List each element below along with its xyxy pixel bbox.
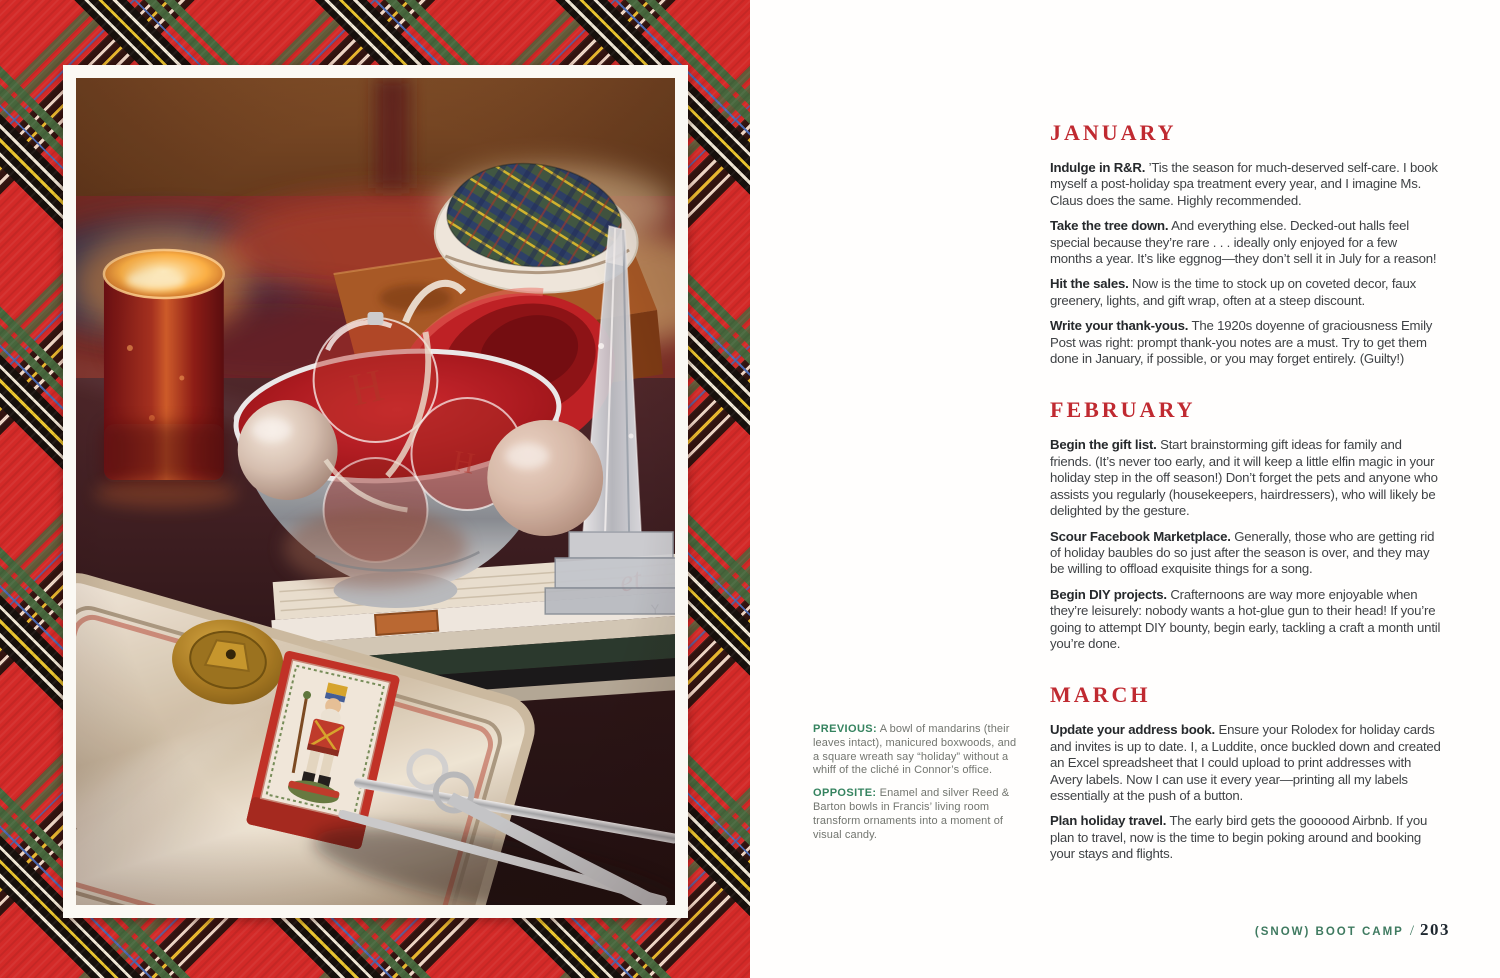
page-number: 203 [1420,920,1450,939]
todo-entry [1050,722,1442,804]
caption-previous [813,723,1017,778]
entry-text: The early bird gets the goooood Airbnb. If you plan to travel, now is the time to begin poking around and booking your stays and flights. [1050,813,1428,862]
caption-previous-label: PREVIOUS: [813,723,878,735]
caption-opposite [813,787,1017,842]
month-heading-january: JANUARY [1050,120,1177,145]
entry-lead: Scour Facebook Marketplace. [1050,528,1231,544]
entry-lead: Indulge in R&R. [1050,160,1146,175]
entry-lead: Plan holiday travel. [1050,813,1167,829]
caption-opposite-label: OPPOSITE: [813,787,877,800]
footer-separator: / [1409,923,1414,939]
photo-frame [63,65,688,918]
monthly-checklist [1050,120,1442,872]
entry-text: Crafternoons are way more enjoyable when they’re leisurely: nobody wants a hot-glue gun to their head! If you’re going to attempt DIY bounty, begin early, tackling a craft a month until you’re done. [1050,586,1441,651]
month-heading-february: FEBRUARY [1050,397,1196,423]
entry-text: Ensure your Rolodex for holiday cards and invites is up to date. I, a Luddite, once buckled down and created an Excel spreadsheet that I could upload to print addresses with Avery labels. Now I can use it every year—printing all my labels essentially at the push of a button. [1050,722,1441,803]
todo-entry [1050,318,1442,367]
entry-lead: Hit the sales. [1050,276,1129,292]
text-page [750,0,1500,978]
entry-text: ’Tis the season for much-deserved self-care. I book myself a post-holiday spa treatment every year, and I imagine Ms. Claus does the same. Highly recommended. [1050,160,1438,208]
entry-text: Generally, those who are getting rid of holiday baubles do so just after the season is over, and they may be willing to offload exquisite things for a song. [1050,528,1435,577]
caption-opposite-text: Enamel and silver Reed & Barton bowls in Francis’ living room transform ornaments into a moment of visual candy. [813,787,1010,841]
todo-entry [1050,813,1442,862]
photo-captions [813,723,1017,851]
chapter-title: (SNOW) BOOT CAMP [1254,926,1404,938]
caption-previous-text: A bowl of mandarins (their leaves intact), manicured boxwoods, and a square wreath say “holiday” without a whiff of the cliché in Connor’s office. [813,723,1017,777]
entry-text: And everything else. Decked-out halls feel special because they’re rare . . . ideally only enjoyed for a few months a year. It’s like eggnog—they don’t sell it in July for a reason! [1050,218,1437,267]
holiday-still-life-photo [76,78,675,905]
entry-lead: Update your address book. [1050,722,1216,738]
todo-entry [1050,437,1442,519]
entry-lead: Write your thank-yous. [1050,318,1189,334]
todo-entry [1050,218,1442,267]
entry-lead: Begin the gift list. [1050,437,1157,453]
todo-entry [1050,587,1442,653]
todo-entry [1050,160,1442,209]
photo-illustration [76,78,675,905]
page-footer [1255,920,1450,940]
entry-lead: Begin DIY projects. [1050,586,1167,602]
month-heading-march: MARCH [1050,682,1151,708]
photo-warm-grade [76,78,675,905]
entry-text: Start brainstorming gift ideas for family and friends. (It’s never too early, and it will keep a little elfin magic in your holiday step in the off season!) Don’t forget the pets and anyone who assists you regularly (housekeepers, hairdressers), who will likely be delighted by the gesture. [1050,437,1438,519]
todo-entry [1050,529,1442,578]
todo-entry [1050,276,1442,309]
entry-text: The 1920s doyenne of graciousness Emily Post was right: prompt thank-you notes are a must. Try to get them done in January, if possible, or you may forget entirely. (Guilty!) [1050,318,1433,367]
entry-text: Now is the time to stock up on coveted decor, faux greenery, lights, and gift wrap, often at a steep discount. [1050,276,1416,308]
entry-lead: Take the tree down. [1050,218,1169,234]
